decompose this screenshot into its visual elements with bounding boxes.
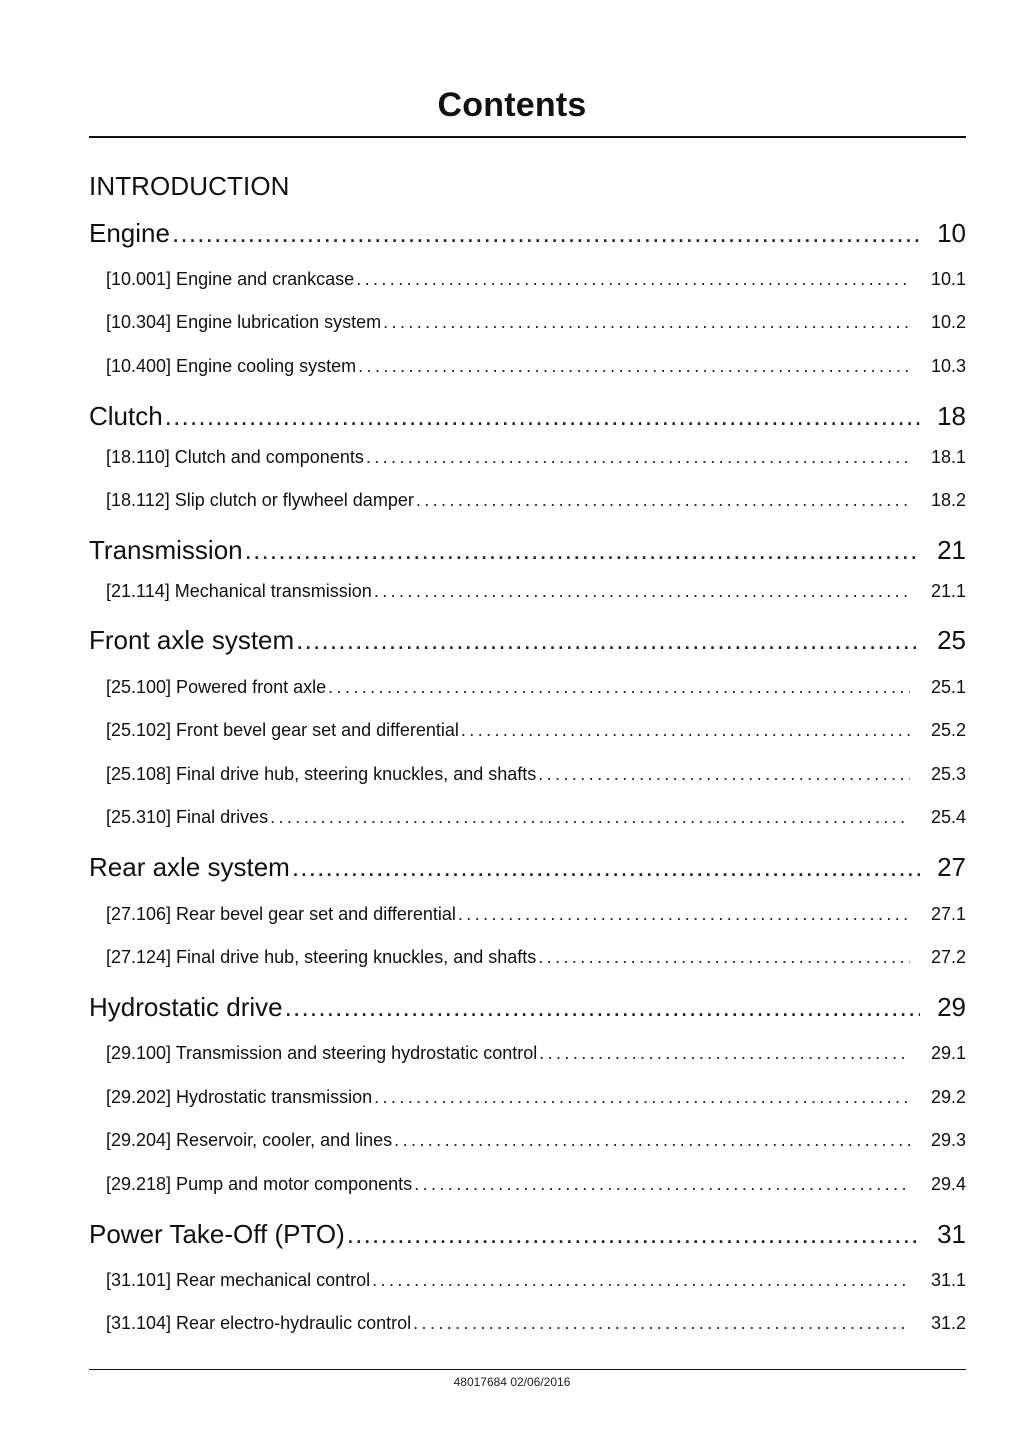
toc-entry-label: [27.124] Final drive hub, steering knuckles, and shafts [106,947,537,967]
page-title: Contents [437,86,587,124]
toc-entry-page: 25.2 [930,720,966,740]
dot-leader [328,677,910,698]
dot-leader [285,992,920,1023]
dot-leader [347,1219,920,1250]
toc-entry-page: 31.1 [930,1270,966,1290]
document-footer: 48017684 02/06/2016 [453,1375,571,1389]
toc-entry-10-400[interactable] [106,356,966,377]
toc-entry-label: [21.114] Mechanical transmission [106,581,372,601]
toc-entry-page: 10.3 [930,356,966,376]
toc-entry-29-218[interactable] [106,1174,966,1195]
toc-entry-page: 29.1 [930,1043,966,1063]
dot-leader [539,1043,910,1064]
toc-entry-label: [31.104] Rear electro-hydraulic control [106,1313,412,1333]
toc-section-label: Hydrostatic drive [89,992,283,1022]
toc-entry-25-310[interactable] [106,807,966,828]
toc-entry-27-106[interactable] [106,904,966,925]
dot-leader [383,312,910,333]
toc-section-clutch[interactable] [89,401,966,432]
dot-leader [461,720,910,741]
toc-section-page: 31 [937,1219,966,1249]
toc-entry-27-124[interactable] [106,947,966,968]
toc-entry-page: 21.1 [930,581,966,601]
toc-entry-page: 29.2 [930,1087,966,1107]
toc-section-label: Power Take-Off (PTO) [89,1219,345,1249]
dot-leader [394,1130,910,1151]
toc-entry-29-202[interactable] [106,1087,966,1108]
toc-entry-29-100[interactable] [106,1043,966,1064]
toc-entry-label: [10.001] Engine and crankcase [106,269,355,289]
toc-section-rear-axle[interactable] [89,852,966,883]
toc-entry-page: 25.4 [930,807,966,827]
toc-entry-page: 10.2 [930,312,966,332]
dot-leader [538,947,910,968]
dot-leader [270,807,910,828]
dot-leader [538,764,910,785]
toc-entry-label: [18.110] Clutch and components [106,447,364,467]
toc-section-page: 27 [937,852,966,882]
toc-entry-page: 27.2 [930,947,966,967]
toc-entry-31-104[interactable] [106,1313,966,1334]
toc-entry-18-112[interactable] [106,490,966,511]
toc-entry-page: 18.2 [930,490,966,510]
introduction-heading: INTRODUCTION [89,171,290,201]
toc-entry-page: 25.3 [930,764,966,784]
dot-leader [165,401,920,432]
toc-entry-10-304[interactable] [106,312,966,333]
toc-entry-page: 27.1 [930,904,966,924]
toc-section-transmission[interactable] [89,535,966,566]
dot-leader [358,356,910,377]
toc-section-label: Engine [89,218,170,248]
toc-section-pto[interactable] [89,1219,966,1250]
toc-section-label: Transmission [89,535,243,565]
dot-leader [458,904,910,925]
toc-entry-31-101[interactable] [106,1270,966,1291]
toc-section-label: Front axle system [89,625,295,655]
toc-entry-label: [18.112] Slip clutch or flywheel damper [106,490,414,510]
toc-section-page: 18 [937,401,966,431]
toc-section-page: 21 [937,535,966,565]
toc-entry-label: [10.304] Engine lubrication system [106,312,382,332]
toc-entry-label: [27.106] Rear bevel gear set and differential [106,904,456,924]
dot-leader [172,218,920,249]
dot-leader [374,1087,910,1108]
toc-entry-page: 18.1 [930,447,966,467]
toc-entry-page: 29.4 [930,1174,966,1194]
toc-entry-label: [29.204] Reservoir, cooler, and lines [106,1130,393,1150]
toc-entry-label: [25.102] Front bevel gear set and differential [106,720,459,740]
footer-divider [89,1369,966,1370]
toc-section-engine[interactable] [89,218,966,249]
dot-leader [245,535,920,566]
dot-leader [356,269,910,290]
toc-entry-label: [25.310] Final drives [106,807,269,827]
toc-entry-label: [25.100] Powered front axle [106,677,327,697]
toc-entry-29-204[interactable] [106,1130,966,1151]
toc-section-front-axle[interactable] [89,625,966,656]
toc-section-page: 29 [937,992,966,1022]
toc-entry-page: 10.1 [930,269,966,289]
toc-section-page: 10 [937,218,966,248]
dot-leader [414,1174,910,1195]
toc-entry-18-110[interactable] [106,447,966,468]
toc-section-hydrostatic[interactable] [89,992,966,1023]
toc-entry-label: [29.218] Pump and motor components [106,1174,413,1194]
toc-entry-21-114[interactable] [106,581,966,602]
toc-section-page: 25 [937,625,966,655]
dot-leader [292,852,920,883]
dot-leader [296,625,920,656]
toc-section-label: Rear axle system [89,852,290,882]
toc-section-label: Clutch [89,401,163,431]
dot-leader [372,1270,910,1291]
toc-entry-page: 29.3 [930,1130,966,1150]
dot-leader [374,581,910,602]
dot-leader [416,490,910,511]
toc-entry-label: [25.108] Final drive hub, steering knuckles, and shafts [106,764,537,784]
toc-entry-label: [29.202] Hydrostatic transmission [106,1087,373,1107]
toc-entry-25-102[interactable] [106,720,966,741]
toc-entry-25-100[interactable] [106,677,966,698]
dot-leader [413,1313,910,1334]
dot-leader [366,447,910,468]
toc-entry-label: [31.101] Rear mechanical control [106,1270,371,1290]
toc-entry-page: 25.1 [930,677,966,697]
toc-entry-label: [10.400] Engine cooling system [106,356,357,376]
toc-entry-label: [29.100] Transmission and steering hydrostatic control [106,1043,538,1063]
toc-entry-page: 31.2 [930,1313,966,1333]
toc-entry-25-108[interactable] [106,764,966,785]
toc-entry-10-001[interactable] [106,269,966,290]
title-divider [89,136,966,138]
